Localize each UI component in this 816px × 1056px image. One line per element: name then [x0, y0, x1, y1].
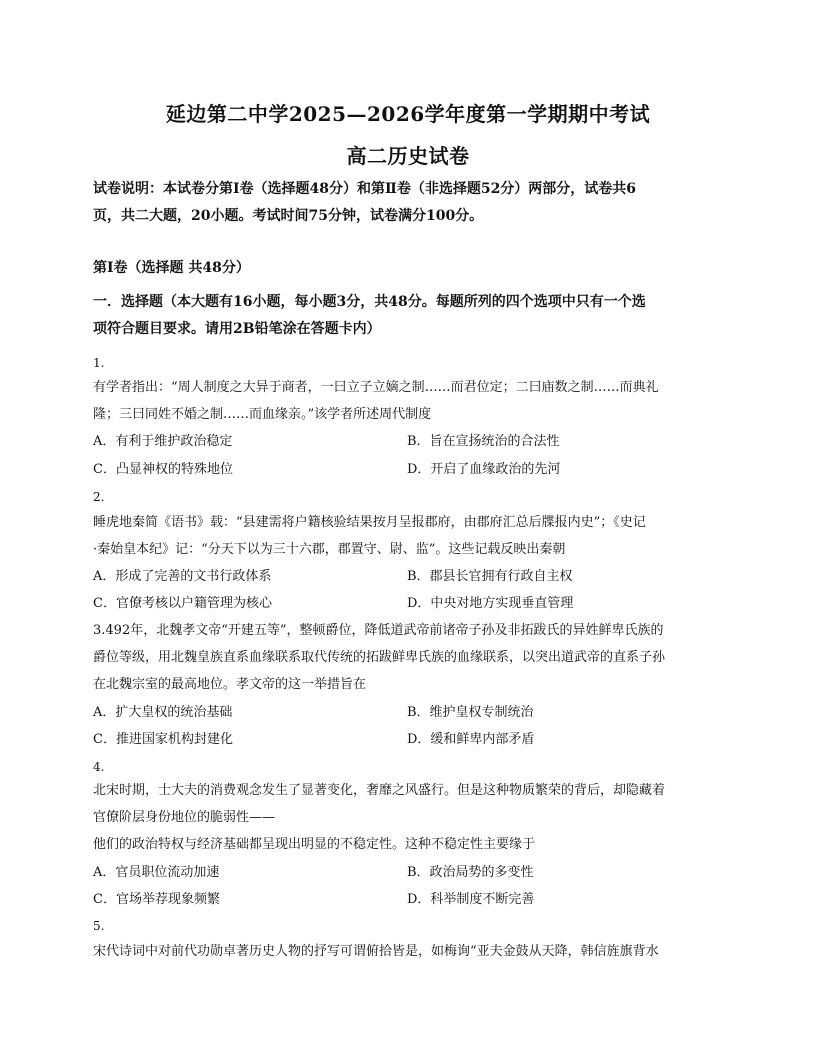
question-4-stem	[93, 777, 725, 858]
option-b: B．郡县长官拥有行政自主权	[407, 569, 573, 584]
question-3-options-row-2	[93, 726, 725, 753]
question-2-options-row-1	[93, 563, 725, 590]
question-4-options-row-2	[93, 886, 725, 913]
question-3-options-row-1	[93, 699, 725, 726]
instructions-line-1: 试卷说明：本试卷分第Ⅰ卷（选择题48分）和第Ⅱ卷（非选择题52分）两部分，试卷共6	[93, 181, 637, 197]
stem-line: 官僚阶层身份地位的脆弱性——	[93, 810, 276, 825]
instructions-line-2: 页，共二大题，20小题。考试时间75分钟，试卷满分100分。	[93, 208, 484, 224]
question-1-options-row-1	[93, 428, 725, 455]
exam-title: 延边第二中学2025—2026学年度第一学期期中考试	[165, 102, 651, 126]
stem-line: 有学者指出：“周人制度之大异于商者，一曰立子立嫡之制……而君位定；二曰庙数之制……而典礼	[93, 380, 659, 395]
stem-line: 北宋时期，士大夫的消费观念发生了显著变化，奢靡之风盛行。但是这种物质繁荣的背后，却隐藏着	[93, 783, 666, 798]
question-1-options-row-2	[93, 456, 725, 483]
option-b: B．维护皇权专制统治	[407, 705, 534, 720]
stem-line: 宋代诗词中对前代功勋卓著历史人物的抒写可谓俯拾皆是，如梅询“亚夫金鼓从天降，韩信旌旗背水	[93, 944, 659, 959]
section-heading: 第Ⅰ卷（选择题 共48分）	[93, 260, 250, 276]
question-5-stem	[93, 938, 725, 965]
option-d: D．开启了血缘政治的先河	[407, 462, 561, 477]
option-c: C．凸显神权的特殊地位	[93, 462, 233, 477]
stem-line: 他们的政治特权与经济基础都呈现出明显的不稳定性。这种不稳定性主要缘于	[93, 837, 536, 852]
stem-line: 睡虎地秦简《语书》载：“县建需将户籍核验结果按月呈报郡府，由郡府汇总后牒报内史”；《史记	[93, 515, 646, 530]
part-line-1: 一．选择题（本大题有16小题，每小题3分，共48分。每题所列的四个选项中只有一个选	[93, 294, 646, 310]
option-d: D．科举制度不断完善	[407, 892, 535, 907]
option-d: D．缓和鲜卑内部矛盾	[407, 732, 535, 747]
option-b: B．政治局势的多变性	[407, 865, 534, 880]
question-2-options-row-2	[93, 590, 725, 617]
stem-line: 3.492年，北魏孝文帝“开建五等”，整顿爵位，降低道武帝前诸帝子孙及非拓跋氏的异姓鲜卑氏族的	[93, 623, 664, 638]
option-d: D．中央对地方实现垂直管理	[407, 596, 574, 611]
stem-line: 在北魏宗室的最高地位。孝文帝的这一举措旨在	[93, 677, 367, 692]
option-c: C．推进国家机构封建化	[93, 732, 233, 747]
option-b: B．旨在宣扬统治的合法性	[407, 434, 560, 449]
part-line-2: 项符合题目要求。请用2B铅笔涂在答题卡内）	[93, 321, 381, 337]
question-1-number: 1.	[93, 356, 105, 370]
stem-line: ·秦始皇本纪》记：“分天下以为三十六郡，郡置守、尉、监”。这些记载反映出秦朝	[93, 542, 566, 557]
question-2-stem	[93, 509, 725, 563]
part-instructions	[93, 289, 725, 343]
question-5-number: 5.	[93, 919, 105, 933]
stem-line: 爵位等级，用北魏皇族直系血缘联系取代传统的拓跋鲜卑氏族的血缘联系，以突出道武帝的直系子孙	[93, 650, 666, 665]
option-a: A．形成了完善的文书行政体系	[93, 569, 272, 584]
question-2-number: 2.	[93, 490, 105, 504]
question-1-stem	[93, 374, 725, 428]
option-a: A．官员职位流动加速	[93, 865, 220, 880]
exam-instructions	[93, 176, 725, 230]
option-a: A．有利于维护政治稳定	[93, 434, 233, 449]
stem-line: 隆；三曰同姓不婚之制……而血缘亲。”该学者所述周代制度	[93, 407, 432, 422]
option-c: C．官场举荐现象频繁	[93, 892, 220, 907]
option-c: C．官僚考核以户籍管理为核心	[93, 596, 272, 611]
exam-subtitle: 高二历史试卷	[346, 144, 470, 168]
question-3-stem	[93, 617, 725, 698]
option-a: A．扩大皇权的统治基础	[93, 705, 233, 720]
question-4-number: 4.	[93, 760, 105, 774]
question-4-options-row-1	[93, 859, 725, 886]
